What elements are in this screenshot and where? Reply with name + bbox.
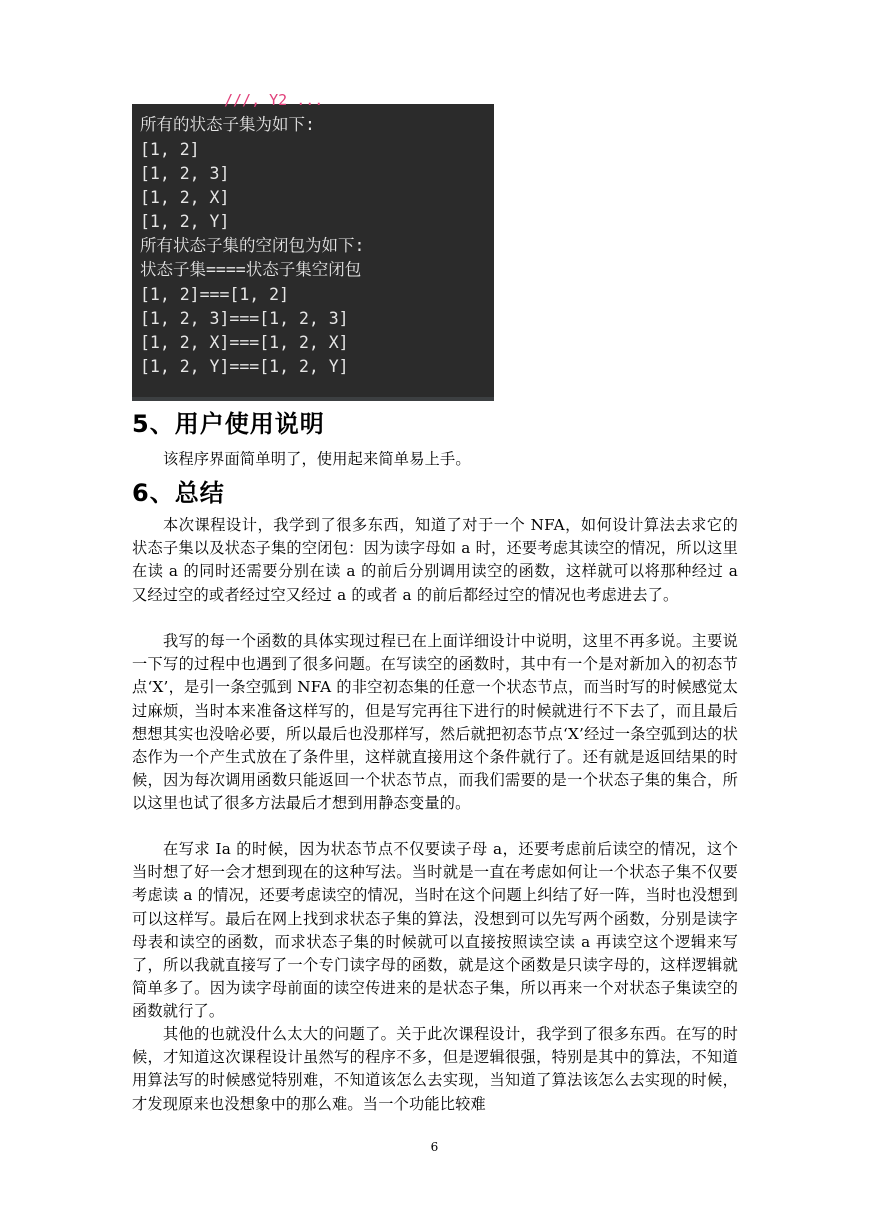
summary-paragraph-3: 在写求 Ia 的时候，因为状态节点不仅要读子母 a，还要考虑前后读空的情况，这个当时想了好一会才想到现在的这种写法。当时就是一直在考虑如何让一个状态子集不仅要考虑读 a 的情况，还要考虑读空的情况，当时在这个问题上纠结了好一阵，当时也没想到可以这样写。最后在网上找到求状态子集的算法，没想到可以先写两个函数，分别是读字母表和读空的函数，而求状态子集的时候就可以直接按照读空读 a 再读空这个逻辑来写了，所以我就直接写了一个专门读字母的函数，就是这个函数是只读字母的，这样逻辑就简单多了。因为读字母前面的读空传进来的是状态子集，所以再来一个对状态子集读空的函数就行了。: [132, 840, 738, 1021]
console-screenshot: [132, 91, 494, 401]
summary-paragraph-4: 其他的也就没什么太大的问题了。关于此次课程设计，我学到了很多东西。在写的时候，才知道这次课程设计虽然写的程序不多，但是逻辑很强，特别是其中的算法，不知道用算法写的时候感觉特别难，不知道该怎么去实现，当知道了算法该怎么去实现的时候，才发现原来也没想象中的那么难。当一个功能比较难: [132, 1025, 738, 1113]
console-line: 所有状态子集的空闭包为如下:: [140, 236, 365, 255]
section-5-text: 该程序界面简单明了，使用起来简单易上手。: [163, 450, 471, 468]
page-number: 6: [430, 1140, 439, 1154]
console-line: [1, 2, X]===[1, 2, X]: [140, 333, 349, 352]
console-partial-line: ///, Y2 ...: [224, 91, 324, 109]
section-5-title: 5、用户使用说明: [132, 410, 325, 438]
console-line: 状态子集====状态子集空闭包: [140, 260, 362, 279]
summary-paragraph-2: 我写的每一个函数的具体实现过程已在上面详细设计中说明，这里不再多说。主要说一下写的过程中也遇到了很多问题。在写读空的函数时，其中有一个是对新加入的初态节点‘X’，是引一条空弧到 NFA 的非空初态集的任意一个状态节点，而当时写的时候感觉太过麻烦，当时本来准备这样写的，但是写完再往下进行的时候就进行不下去了，而且最后想想其实也没啥必要，所以最后也没那样写，然后就把初态节点‘X’经过一条空弧到达的状态作为一个产生式放在了条件里，这样就直接用这个条件就行了。还有就是返回结果的时候，因为每次调用函数只能返回一个状态节点，而我们需要的是一个状态子集的集合，所以这里也试了很多方法最后才想到用静态变量的。: [132, 632, 738, 813]
console-line: [1, 2, 3]: [140, 164, 230, 183]
console-line: [1, 2, Y]: [140, 212, 230, 231]
console-line: 所有的状态子集为如下:: [140, 115, 315, 134]
summary-paragraph-1: 本次课程设计，我学到了很多东西，知道了对于一个 NFA，如何设计算法去求它的状态子集以及状态子集的空闭包：因为读字母如 a 时，还要考虑其读空的情况，所以这里在读 a 的同时还需要分别在读 a 的前后分别调用读空的函数，这样就可以将那种经过 a 又经过空的或者经过空又经过 a 的或者 a 的前后都经过空的情况也考虑进去了。: [132, 516, 738, 604]
console-line: [1, 2, X]: [140, 188, 230, 207]
console-line: [1, 2]: [140, 140, 200, 159]
console-line: [1, 2, Y]===[1, 2, Y]: [140, 357, 349, 376]
section-6-title: 6、总结: [132, 479, 225, 507]
console-scrollbar-track: [132, 397, 494, 401]
console-line: [1, 2]===[1, 2]: [140, 285, 290, 304]
console-line: [1, 2, 3]===[1, 2, 3]: [140, 309, 349, 328]
